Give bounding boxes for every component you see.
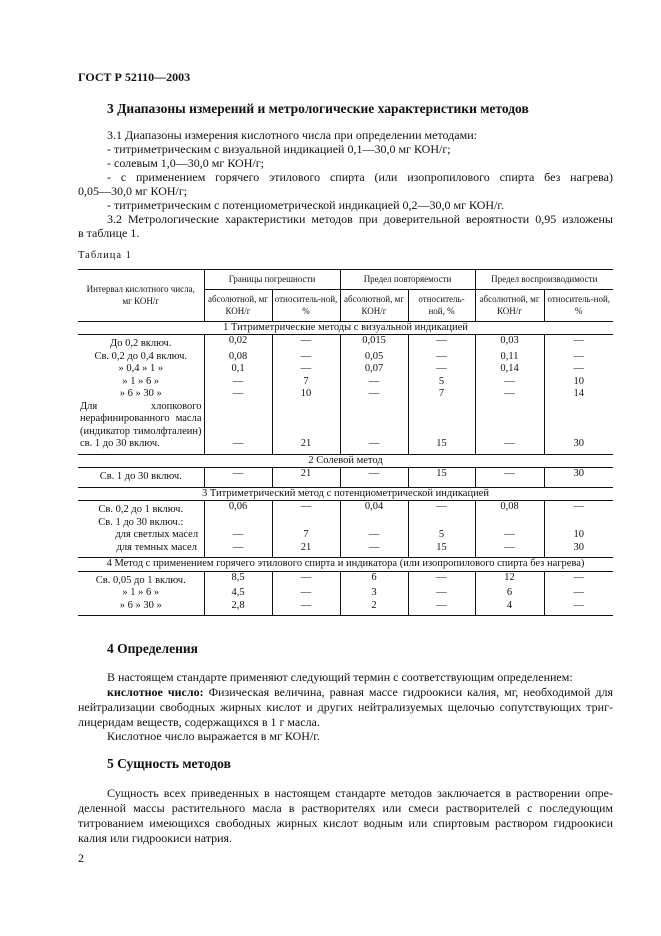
sub-header: относитель-ной, % (544, 289, 613, 321)
definition-line: Физическая величина, равная массе гидроокиси калия, мг, необходимой для (208, 685, 614, 699)
sub-header: абсолютной, мг КОН/г (340, 289, 408, 321)
table-cell: 0,11 (475, 351, 544, 364)
table-cell: 15 (408, 542, 475, 558)
table-cell: 15 (408, 468, 475, 488)
table-cell: — (544, 571, 613, 587)
table-cell: 7 (272, 529, 340, 542)
table-cell (544, 517, 613, 530)
table-cell: 30 (544, 401, 613, 455)
table-cell: — (408, 351, 475, 364)
section-3-line: 0,05—30,0 мг КОН/г; (78, 184, 188, 198)
table-cell: — (544, 363, 613, 376)
table-cell: 21 (272, 468, 340, 488)
definition-line: нейтрализации свободных жирных кислот и других нейтрализуемых щелочью сопутствующих триг- (78, 700, 613, 714)
table-cell: — (408, 600, 475, 616)
section-4-note: Кислотное число выражается в мг КОН/г. (107, 729, 320, 743)
sub-header: абсолютной, мг КОН/г (475, 289, 544, 321)
page-number: 2 (78, 851, 84, 865)
section-row (78, 487, 613, 501)
table-cell: 21 (272, 542, 340, 558)
table-cell (272, 517, 340, 530)
table-cell: — (544, 335, 613, 351)
table-cell: 0,14 (475, 363, 544, 376)
table-cell: — (272, 335, 340, 351)
table-row (78, 401, 613, 455)
section-title: 4 Метод с применением горячего этилового спирта и индикатора (или изопропилового спирта без нагрева) (106, 558, 585, 569)
table-cell (408, 517, 475, 530)
table-cell: — (272, 600, 340, 616)
table-cell: 0,03 (475, 335, 544, 351)
table-cell: 2 (340, 600, 408, 616)
col-header-interval: Интервал кислотного числа, мг КОН/г (78, 270, 204, 322)
table-cell (204, 517, 272, 530)
section-5-line: титрованием имеющихся свободных жирных кислот водным или спиртовым раствором гидроокиси (78, 816, 613, 830)
metrology-table (78, 269, 613, 616)
table-cell: 0,08 (475, 501, 544, 517)
table-cell: — (340, 542, 408, 558)
section-row (78, 321, 613, 335)
row-label: Св. 0,05 до 1 включ. (95, 574, 186, 586)
row-label: Св. 1 до 30 включ.: (98, 516, 184, 528)
table-cell: 0,06 (204, 501, 272, 517)
section-3-line: - солевым 1,0—30,0 мг КОН/г; (107, 156, 264, 170)
table-cell: — (475, 468, 544, 488)
table-caption: Таблица 1 (78, 250, 132, 261)
row-label: До 0,2 включ. (110, 338, 172, 349)
table-cell: 0,07 (340, 363, 408, 376)
table-cell: — (475, 376, 544, 389)
row-label: » 0,4 » 1 » (118, 363, 164, 374)
table-cell: — (204, 401, 272, 455)
table-cell: — (408, 571, 475, 587)
table-row (78, 335, 613, 351)
row-label: для темных масел (116, 541, 197, 553)
row-label: » 6 » 30 » (119, 388, 162, 399)
table-cell: — (408, 587, 475, 600)
table-cell: 14 (544, 388, 613, 401)
table-cell: 3 (340, 587, 408, 600)
table-cell: 6 (340, 571, 408, 587)
table-cell: — (204, 388, 272, 401)
table-cell: — (544, 600, 613, 616)
table-row (78, 542, 613, 558)
table-cell: 0,04 (340, 501, 408, 517)
table-cell: — (544, 501, 613, 517)
table-cell: 30 (544, 542, 613, 558)
table-cell: 2,8 (204, 600, 272, 616)
table-cell: — (204, 529, 272, 542)
section-title: 2 Солевой метод (308, 454, 383, 466)
table-row (78, 501, 613, 517)
row-label: для светлых масел (115, 529, 199, 540)
table-cell: — (544, 351, 613, 364)
table-cell: 21 (272, 401, 340, 455)
section-row (78, 454, 613, 468)
section-5-line: деленной массы растительного масла в растворителях или смеси растворителей с последующим (78, 801, 613, 815)
group-header: Границы погрешности (204, 270, 340, 290)
table-cell: — (272, 501, 340, 517)
table-cell: 6 (475, 587, 544, 600)
section-3-line: - титриметрическим с визуальной индикацией 0,1—30,0 мг КОН/г; (107, 142, 451, 156)
table-cell: — (408, 363, 475, 376)
table-cell: 4 (475, 600, 544, 616)
table-cell: — (204, 376, 272, 389)
table-cell: 0,015 (340, 335, 408, 351)
row-label: Св. 0,2 до 1 включ. (98, 504, 184, 515)
table-cell: — (204, 468, 272, 488)
definition-line: лицеридам веществ, содержащихся в 1 г масла. (78, 715, 320, 729)
group-header: Предел повторяемости (340, 270, 475, 290)
row-label: Св. 0,2 до 0,4 включ. (94, 350, 188, 362)
table-cell: — (340, 468, 408, 488)
sub-header: абсолютной, мг КОН/г (204, 289, 272, 321)
row-label: Для хлопкового нерафинированного масла (индикатор тимолфталеин) св. 1 до 30 включ. (80, 400, 202, 449)
table-row (78, 587, 613, 600)
section-3-title: 3 Диапазоны измерений и метрологические характеристики методов (107, 101, 529, 116)
table-cell (475, 517, 544, 530)
table-row (78, 388, 613, 401)
table-cell: — (408, 335, 475, 351)
section-3-line: - титриметрическим с потенциометрической индикацией 0,2—30,0 мг КОН/г. (107, 198, 504, 212)
sub-header: относитель-ной, % (272, 289, 340, 321)
table-cell: — (340, 529, 408, 542)
table-row (78, 468, 613, 488)
table-row (78, 517, 613, 530)
row-label: » 1 » 6 » (122, 375, 160, 387)
term: кислотное число: (107, 685, 204, 699)
table-row (78, 363, 613, 376)
table-cell: — (340, 376, 408, 389)
table-cell: 7 (408, 388, 475, 401)
table-cell: 4,5 (204, 587, 272, 600)
table-cell (340, 517, 408, 530)
table-cell: — (408, 501, 475, 517)
document-header: ГОСТ Р 52110—2003 (78, 70, 191, 84)
section-5-line: калия или гидроокиси натрия. (78, 831, 233, 845)
table-cell: 15 (408, 401, 475, 455)
table-row (78, 351, 613, 364)
section-row (78, 558, 613, 572)
section-5-line: Сущность всех приведенных в настоящем стандарте методов заключается в растворении опре- (107, 786, 613, 800)
table-cell: — (475, 388, 544, 401)
table-cell: 0,02 (204, 335, 272, 351)
section-4-intro: В настоящем стандарте применяют следующий термин с соответствующим определением: (107, 670, 573, 684)
table-row (78, 571, 613, 587)
table-cell: 0,05 (340, 351, 408, 364)
table-cell: — (475, 401, 544, 455)
table-cell: — (272, 587, 340, 600)
table-cell: 0,1 (204, 363, 272, 376)
table-cell: — (272, 571, 340, 587)
group-header: Предел воспроизводимости (475, 270, 613, 290)
table-row (78, 376, 613, 389)
table-cell: 10 (272, 388, 340, 401)
table-cell: 7 (272, 376, 340, 389)
table-cell: 8,5 (204, 571, 272, 587)
row-label: Св. 1 до 30 включ. (99, 471, 182, 482)
table-cell: — (544, 587, 613, 600)
section-title: 1 Титриметрические методы с визуальной индикацией (223, 321, 468, 333)
table-cell: 5 (408, 376, 475, 389)
table-row (78, 529, 613, 542)
table-cell: 0,08 (204, 351, 272, 364)
row-label: » 6 » 30 » (119, 599, 162, 611)
sub-header: относитель-ной, % (408, 289, 475, 321)
table-row (78, 600, 613, 616)
table-cell: — (272, 363, 340, 376)
section-3-line: - с применением горячего этилового спирта (или изопропилового спирта без нагрева) (107, 170, 613, 184)
section-4-title: 4 Определения (107, 641, 198, 656)
table-cell: — (272, 351, 340, 364)
table-cell: 12 (475, 571, 544, 587)
table-cell: 5 (408, 529, 475, 542)
table-cell: — (340, 388, 408, 401)
table-cell: — (475, 529, 544, 542)
table-cell: — (204, 542, 272, 558)
section-title: 3 Титриметрический метод с потенциометрической индикацией (202, 487, 489, 499)
table-cell: — (475, 542, 544, 558)
table-cell: 10 (544, 529, 613, 542)
row-label: » 1 » 6 » (122, 587, 160, 598)
section-5-title: 5 Сущность методов (107, 756, 231, 771)
section-3-line: в таблице 1. (78, 226, 140, 240)
table-cell: — (340, 401, 408, 455)
section-3-line: 3.2 Метрологические характеристики методов при доверительной вероятности 0,95 изложены (107, 212, 613, 226)
section-4-term-line (107, 685, 613, 700)
table-cell: 30 (544, 468, 613, 488)
section-3-line: 3.1 Диапазоны измерения кислотного числа при определении методами: (107, 128, 477, 142)
table-cell: 10 (544, 376, 613, 389)
